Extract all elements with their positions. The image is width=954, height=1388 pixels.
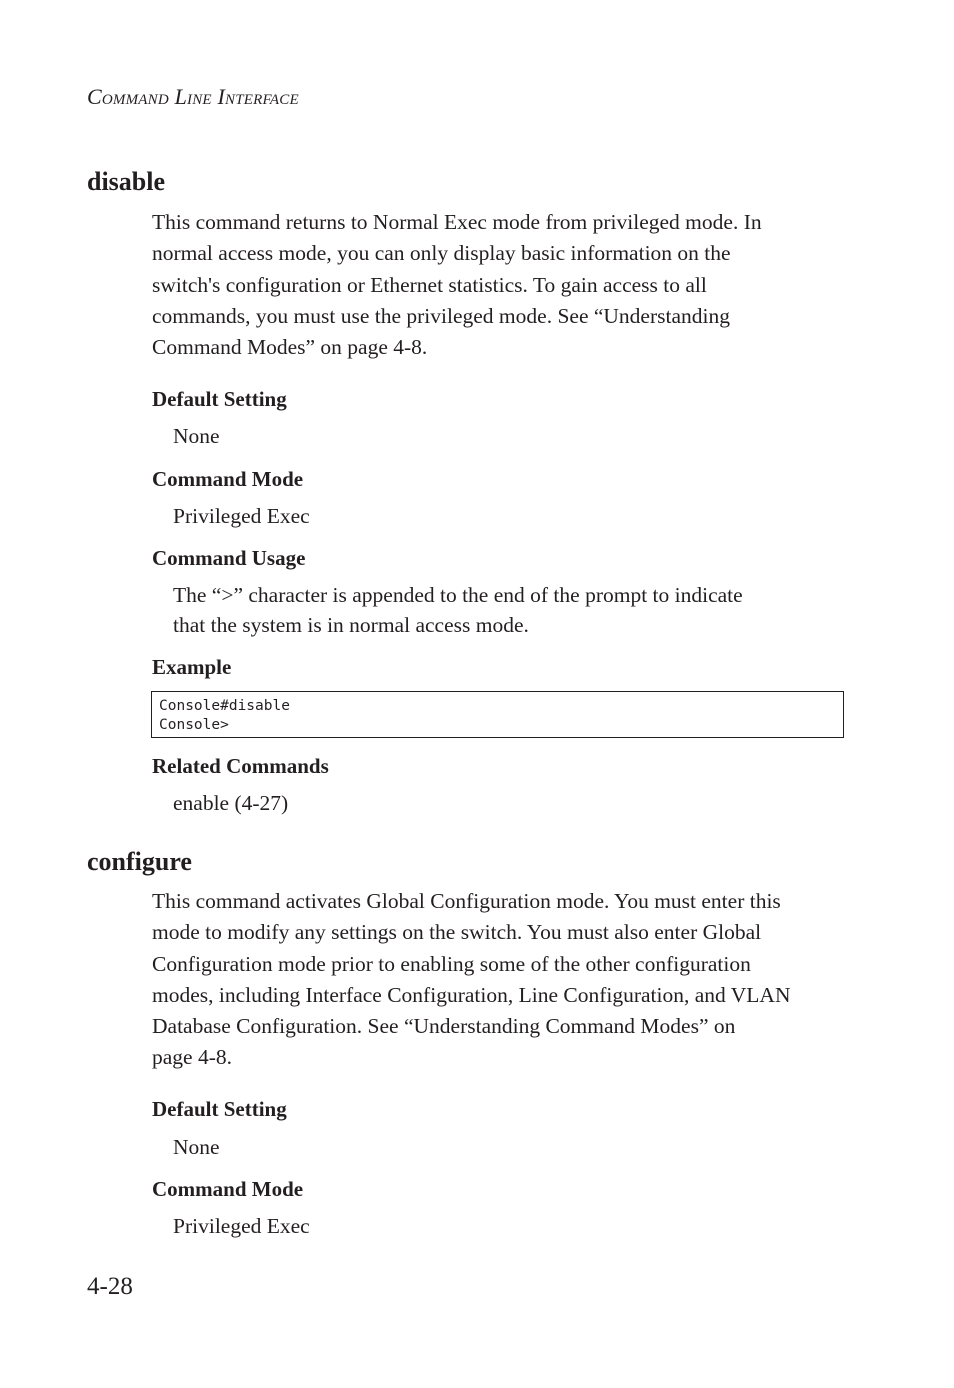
description-line: commands, you must use the privileged mode. See “Understanding xyxy=(152,303,730,328)
usage-line: The “>” character is appended to the end of the prompt to indicate xyxy=(173,583,743,607)
description-line: modes, including Interface Configuration, Line Configuration, and VLAN xyxy=(152,982,791,1007)
disable-related-commands-value: enable (4-27) xyxy=(173,791,289,815)
usage-line: that the system is in normal access mode. xyxy=(173,612,529,637)
configure-command-mode-heading: Command Mode xyxy=(152,1177,304,1201)
disable-command-usage-text xyxy=(173,581,743,640)
running-header: Command Line Interface xyxy=(87,84,299,109)
description-line: Command Modes” on page 4-8. xyxy=(152,335,428,360)
disable-description xyxy=(152,207,852,363)
disable-example-heading: Example xyxy=(152,655,232,679)
disable-related-commands-heading: Related Commands xyxy=(152,754,329,778)
configure-default-setting-heading: Default Setting xyxy=(152,1097,287,1121)
configure-command-mode-value: Privileged Exec xyxy=(173,1214,310,1238)
command-title-disable: disable xyxy=(87,167,166,196)
description-line: switch's configuration or Ethernet statistics. To gain access to all xyxy=(152,272,707,297)
example-code-box xyxy=(151,691,844,738)
description-line: This command activates Global Configuration mode. You must enter this xyxy=(152,889,781,913)
description-line: Database Configuration. See “Understanding Command Modes” on xyxy=(152,1014,736,1039)
configure-default-setting-value: None xyxy=(173,1135,220,1159)
disable-default-setting-value: None xyxy=(173,424,220,448)
disable-command-mode-value: Privileged Exec xyxy=(173,504,310,528)
disable-command-mode-heading: Command Mode xyxy=(152,467,304,491)
description-line: page 4-8. xyxy=(152,1045,232,1070)
configure-description xyxy=(152,886,852,1074)
description-line: Configuration mode prior to enabling some of the other configuration xyxy=(152,951,751,976)
page-number: 4-28 xyxy=(87,1273,133,1300)
description-line: normal access mode, you can only display basic information on the xyxy=(152,241,731,266)
command-title-configure: configure xyxy=(87,847,192,876)
code-line: Console> xyxy=(159,717,229,733)
description-line: mode to modify any settings on the switch. You must also enter Global xyxy=(152,920,762,945)
code-line: Console#disable xyxy=(159,698,290,714)
disable-default-setting-heading: Default Setting xyxy=(152,387,287,411)
description-line: This command returns to Normal Exec mode from privileged mode. In xyxy=(152,210,762,234)
disable-command-usage-heading: Command Usage xyxy=(152,546,306,570)
